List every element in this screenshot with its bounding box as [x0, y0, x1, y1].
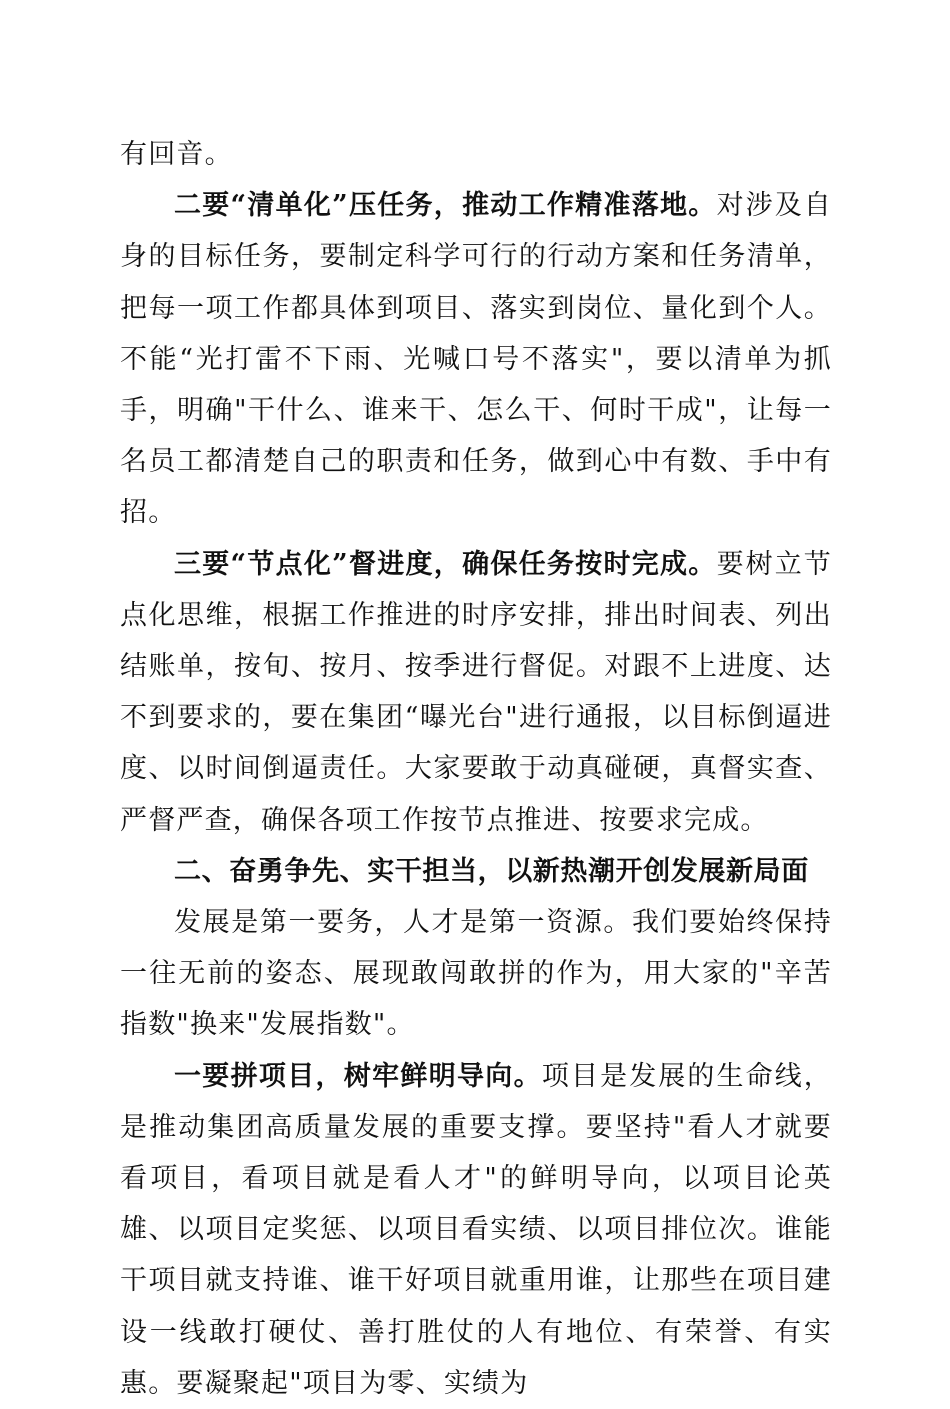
- paragraph-text: 有回音。: [120, 139, 233, 170]
- section-heading: 二、奋勇争先、实干担当，以新热潮开创发展新局面: [174, 855, 809, 887]
- paragraph-checklist-tasks: [120, 180, 832, 538]
- paragraph-text: 发展是第一要务，人才是第一资源。我们要始终保持一往无前的姿态、展现敢闯敢拼的作为，用大家的"辛苦指数"换来"发展指数"。: [120, 907, 832, 1041]
- paragraph-continuation: [120, 129, 832, 180]
- paragraph-milestone-progress: [120, 539, 832, 846]
- paragraph-lead: 二要“清单化”压任务，推动工作精准落地。: [174, 190, 717, 222]
- paragraph-lead: 一要拼项目，树牢鲜明导向。: [174, 1060, 542, 1092]
- paragraph-body: 对涉及自身的目标任务，要制定科学可行的行动方案和任务清单，把每一项工作都具体到项目、落实到岗位、量化到个人。不能“光打雷不下雨、光喊口号不落实"，要以清单为抓手，明确"干什么、谁来干、怎么干、何时干成"，让每一名员工都清楚自己的职责和任务，做到心中有数、手中有招。: [120, 190, 832, 529]
- document-page: [120, 129, 832, 1409]
- paragraph-development-intro: [120, 897, 832, 1051]
- paragraph-body: 项目是发展的生命线，是推动集团高质量发展的重要支撑。要坚持"看人才就要看项目，看项目就是看人才"的鲜明导向，以项目论英雄、以项目定奖惩、以项目看实绩、以项目排位次。谁能干项目就支持谁、谁干好项目就重用谁，让那些在项目建设一线敢打硬仗、善打胜仗的人有地位、有荣誉、有实惠。要凝聚起"项目为零、实绩为: [120, 1060, 833, 1399]
- paragraph-projects: [120, 1051, 832, 1409]
- paragraph-body: 要树立节点化思维，根据工作推进的时序安排，排出时间表、列出结账单，按旬、按月、按季进行督促。对跟不上进度、达不到要求的，要在集团“曝光台"进行通报，以目标倒逼进度、以时间倒逼责任。大家要敢于动真碰硬，真督实查、严督严查，确保各项工作按节点推进、按要求完成。: [120, 548, 832, 836]
- paragraph-lead: 三要“节点化”督进度，确保任务按时完成。: [174, 548, 717, 580]
